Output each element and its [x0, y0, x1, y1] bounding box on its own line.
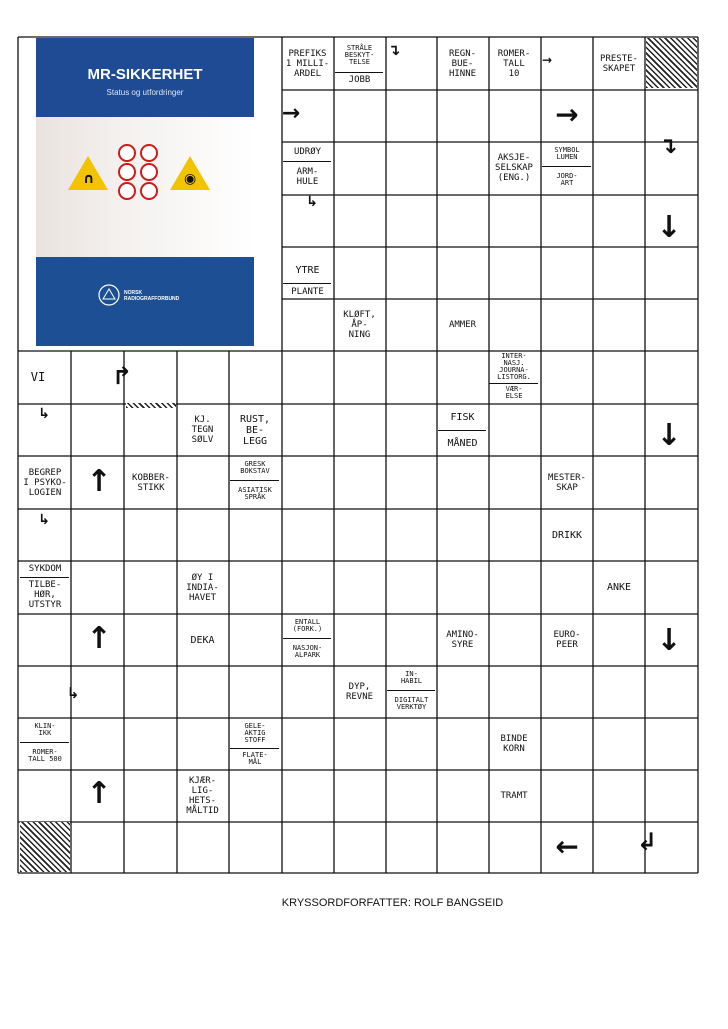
- up-arrow-icon: ↑: [86, 463, 112, 499]
- clue-clinic: KLIN- IKK: [34, 722, 56, 737]
- clue-journalist-org: INTER- NASJ. JOURNA- LISTORG.: [497, 352, 531, 381]
- corner-down-arrow-icon: ↴: [658, 133, 678, 159]
- clue-greek-letter: GRESK BOKSTAV: [240, 460, 270, 475]
- clue-job: JOBB: [348, 75, 371, 85]
- cover-org-line1: NORSK: [124, 290, 143, 296]
- prohibition-icon: [140, 182, 158, 200]
- down-arrow-icon: ↓: [656, 209, 682, 245]
- clue-love-meal: KJÆR- LIG- HETS- MÅLTID: [186, 776, 219, 816]
- clue-national-park: NASJON- ALPARK: [292, 643, 323, 659]
- clue-prefix: PREFIKS 1 MILLI- ARDEL: [285, 48, 330, 79]
- clue-month: MÅNED: [447, 437, 478, 449]
- clue-area-measure: FLATE- MÅL: [242, 750, 268, 766]
- prohibition-icon: [118, 182, 136, 200]
- up-arrow-icon: ↑: [86, 775, 112, 811]
- corner-right-arrow-icon: ↳: [306, 194, 318, 210]
- prohibition-icon: [140, 144, 158, 162]
- clue-roman-10: ROMER- TALL 10: [497, 48, 531, 79]
- elbow-up-right-arrow-icon: ↱: [111, 362, 133, 390]
- clue-indian-ocean-island: ØY I INDIA- HAVET: [186, 572, 219, 603]
- corner-right-arrow-icon: ↳: [38, 512, 50, 528]
- clue-drink: DRIKK: [551, 529, 583, 541]
- clue-accessories: TILBE- HØR, UTSTYR: [28, 580, 62, 610]
- blocked-strip: [126, 403, 176, 408]
- prohibition-icon: [140, 163, 158, 181]
- corner-right-arrow-icon: ↳: [38, 406, 50, 422]
- clue-biased: IN- HABIL: [400, 670, 423, 685]
- clue-copperplate: KOBBER- STIKK: [132, 472, 170, 493]
- radio-wave-symbol-icon: ◉: [184, 171, 197, 187]
- clue-sacristy: PRESTE- SKAPET: [600, 53, 638, 74]
- clue-breastfeeds: AMMER: [448, 320, 477, 330]
- down-arrow-icon: ↓: [656, 417, 682, 453]
- cover-subtitle: Status og utfordringer: [106, 88, 184, 97]
- cover-org-line2: RADIOGRAFFORBUND: [124, 296, 180, 302]
- clue-we: VI: [30, 370, 46, 384]
- clue-european: EURO- PEER: [553, 630, 581, 650]
- clue-singular-abbr: ENTALL (FORK.): [292, 618, 323, 633]
- clue-gorge: KLØFT, ÅP- NING: [343, 310, 376, 340]
- down-arrow-icon: ↓: [656, 622, 682, 658]
- clue-soil-type: JORD- ART: [556, 172, 578, 187]
- clue-silver-symbol: KJ. TEGN SØLV: [191, 415, 214, 445]
- clue-amino-acid: AMINO- SYRE: [446, 630, 479, 650]
- clue-iris: REGN- BUE- HINNE: [448, 48, 477, 79]
- blocked-square: [20, 822, 70, 872]
- clue-roman-500: ROMER- TALL 500: [28, 747, 62, 763]
- hook-left-arrow-icon: ↲: [636, 828, 658, 856]
- cover-title: MR-SIKKERHET: [87, 66, 203, 83]
- right-arrow-icon: →: [541, 53, 553, 67]
- clue-psychology-term: BEGREP I PSYKO- LOGIEN: [23, 467, 67, 498]
- clue-binder: BINDE KORN: [500, 734, 528, 754]
- prohibition-icon: [118, 144, 136, 162]
- clue-armpit: ARM- HULE: [296, 167, 319, 187]
- up-arrow-icon: ↑: [86, 620, 112, 656]
- clue-deep-tear: DYP, REVNE: [345, 682, 374, 702]
- clue-disease: SYKDOM: [28, 564, 62, 574]
- clue-digital-tool: DIGITALT VERKTØY: [394, 695, 429, 711]
- magnet-symbol-icon: ∩: [83, 171, 95, 187]
- clue-radiation-protection: STRÅLE BESKYT- TELSE: [344, 43, 375, 66]
- blocked-square: [646, 38, 697, 88]
- cover-image: [36, 38, 254, 346]
- clue-funnel: TRAMT: [500, 791, 528, 801]
- clue-fish: FISK: [450, 411, 475, 423]
- right-arrow-icon: →: [281, 100, 301, 126]
- right-arrow-icon: →: [555, 97, 579, 131]
- left-arrow-icon: ←: [555, 829, 579, 863]
- clue-asian-language: ASIATISK SPRÅK: [238, 486, 272, 501]
- clue-championship: MESTER- SKAP: [548, 472, 586, 493]
- org-logo-icon: [98, 284, 120, 306]
- clue-rust: RUST, BE- LEGG: [239, 413, 271, 447]
- clue-udroy: UDRØY: [293, 146, 322, 157]
- corner-down-arrow-icon: ↴: [387, 41, 401, 59]
- clue-plant: PLANTE: [291, 287, 324, 297]
- prohibition-icon: [118, 163, 136, 181]
- clue-weather: VÆR- ELSE: [505, 385, 523, 400]
- clue-company: AKSJE- SELSKAP (ENG.): [495, 152, 533, 183]
- clue-lumen-symbol: SYMBOL LUMEN: [554, 146, 580, 161]
- corner-right-arrow-icon: ↳: [66, 684, 80, 702]
- cover-org-name: [124, 290, 179, 302]
- clue-gel-substance: GELE- AKTIG STOFF: [244, 721, 266, 744]
- author-credit: KRYSSORDFORFATTER: ROLF BANGSEID: [281, 897, 504, 909]
- clue-deka: DEKA: [190, 634, 215, 646]
- clue-appeal: ANKE: [606, 582, 632, 593]
- clue-outer: YTRE: [295, 264, 320, 276]
